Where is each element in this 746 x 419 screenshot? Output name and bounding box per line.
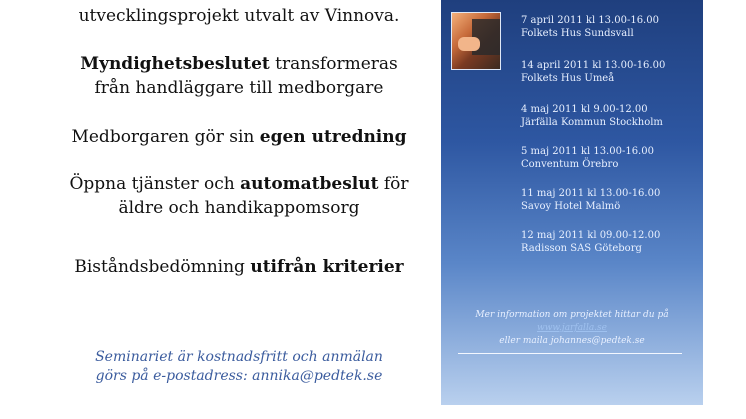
event-3: [521, 103, 701, 129]
footer-line-2: görs på e-postadress: annika@pedtek.se: [95, 368, 383, 384]
point-3-post: för: [378, 174, 409, 194]
event-5-where: Savoy Hotel Malmö: [521, 201, 621, 212]
event-2: [521, 59, 701, 85]
more-info-link-row: [441, 322, 703, 335]
footer-line-1: Seminariet är kostnadsfritt och anmälan: [95, 349, 383, 365]
panel-divider: [458, 353, 682, 354]
event-5: [521, 187, 701, 213]
more-info-line-1: Mer information om projektet hittar du på: [475, 310, 669, 320]
point-3-pre: Öppna tjänster och: [69, 174, 241, 194]
event-3-when: 4 maj 2011 kl 9.00-12.00: [521, 104, 648, 115]
events-panel: [441, 0, 703, 405]
event-2-when: 14 april 2011 kl 13.00-16.00: [521, 60, 666, 71]
photo-hand: [458, 37, 480, 51]
point-2: [44, 125, 434, 149]
point-2-bold: egen utredning: [259, 127, 407, 147]
point-1-line-1: [44, 52, 434, 76]
point-4-pre: Biståndsbedömning: [74, 257, 251, 277]
point-3-bold: automatbeslut: [240, 174, 379, 194]
event-5-when: 11 maj 2011 kl 13.00-16.00: [521, 188, 661, 199]
point-4: [44, 255, 434, 279]
point-1-bold: Myndighetsbeslutet: [80, 54, 270, 74]
point-1-rest: transformeras: [269, 54, 398, 74]
point-2-pre: Medborgaren gör sin: [71, 127, 260, 147]
event-1: [521, 14, 701, 40]
event-6-when: 12 maj 2011 kl 09.00-12.00: [521, 230, 661, 241]
event-2-where: Folkets Hus Umeå: [521, 73, 615, 84]
event-1-where: Folkets Hus Sundsvall: [521, 28, 634, 39]
point-3-line-1: [44, 172, 434, 196]
event-4-when: 5 maj 2011 kl 13.00-16.00: [521, 146, 654, 157]
point-1-line-2: från handläggare till medborgare: [94, 78, 384, 98]
event-4: [521, 145, 701, 171]
more-info-line-3: eller maila johannes@pedtek.se: [499, 336, 645, 346]
point-3-line-2: äldre och handikappomsorg: [118, 198, 360, 218]
event-6: [521, 229, 701, 255]
point-4-bold: utifrån kriterier: [250, 257, 404, 277]
event-3-where: Järfälla Kommun Stockholm: [521, 117, 663, 128]
more-info-link[interactable]: www.jarfalla.se: [537, 323, 607, 333]
project-photo: [451, 12, 501, 70]
event-6-where: Radisson SAS Göteborg: [521, 243, 642, 254]
event-4-where: Conventum Örebro: [521, 159, 619, 170]
event-1-when: 7 april 2011 kl 13.00-16.00: [521, 15, 659, 26]
intro-text: utvecklingsprojekt utvalt av Vinnova.: [78, 6, 400, 26]
